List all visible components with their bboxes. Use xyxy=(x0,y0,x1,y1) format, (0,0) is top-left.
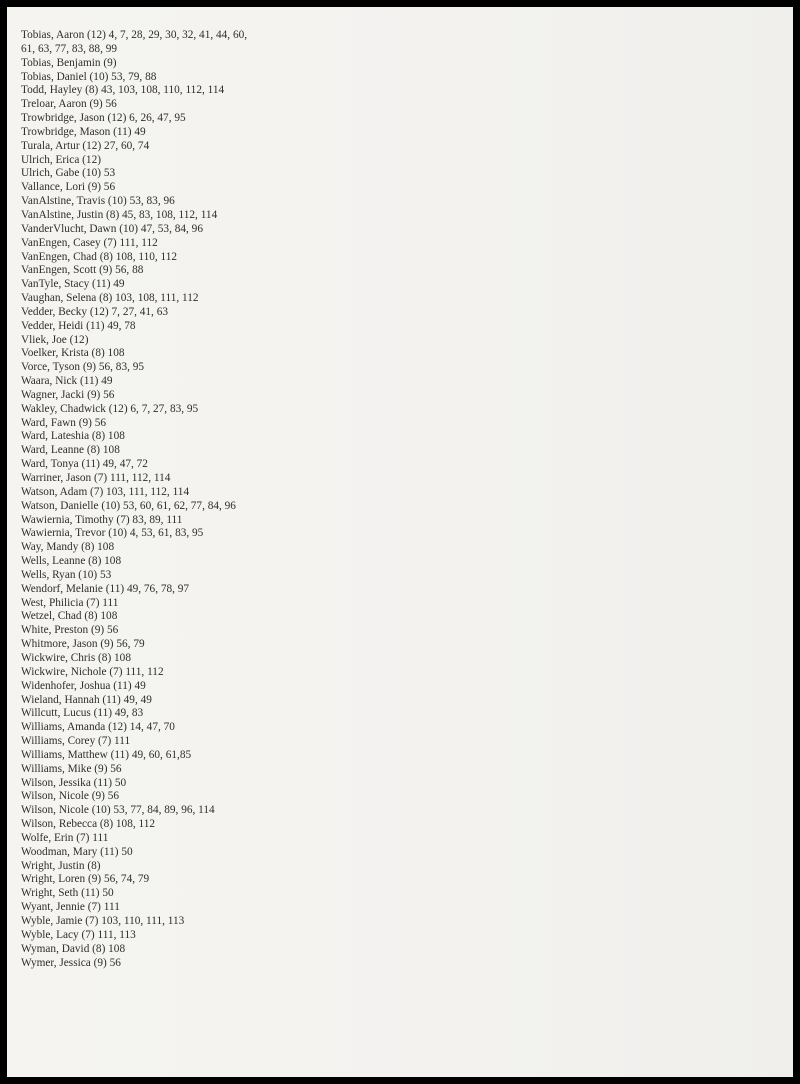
index-entry: Wells, Ryan (10) 53 xyxy=(21,568,112,581)
index-entry: VanEngen, Scott (9) 56, 88 xyxy=(21,264,144,277)
index-entry: Wawiernia, Timothy (7) 83, 89, 111 xyxy=(21,513,183,526)
index-entry: Wilson, Jessika (11) 50 xyxy=(21,776,127,789)
index-entry: Ulrich, Gabe (10) 53 xyxy=(21,167,116,180)
index-entry: Wolfe, Erin (7) 111 xyxy=(21,831,109,844)
index-entry: West, Philicia (7) 111 xyxy=(21,596,119,609)
index-entry: Wieland, Hannah (11) 49, 49 xyxy=(21,693,152,706)
index-entry: Wright, Justin (8) xyxy=(21,859,101,872)
index-entry: Wilson, Rebecca (8) 108, 112 xyxy=(21,818,156,831)
index-entry: Wyble, Jamie (7) 103, 110, 111, 113 xyxy=(21,915,185,927)
index-entry: Williams, Amanda (12) 14, 47, 70 xyxy=(21,721,175,734)
index-entry: Wright, Seth (11) 50 xyxy=(21,887,114,900)
index-entry: Tobias, Benjamin (9) xyxy=(21,56,117,69)
index-entry: Wickwire, Chris (8) 108 xyxy=(21,651,131,664)
index-entry: Wilson, Nicole (9) 56 xyxy=(21,790,120,803)
index-entry: Vallance, Lori (9) 56 xyxy=(21,181,116,194)
index-entry: Wendorf, Melanie (11) 49, 76, 78, 97 xyxy=(21,582,190,595)
index-entry: Treloar, Aaron (9) 56 xyxy=(21,98,117,111)
index-entry: Vliek, Joe (12) xyxy=(21,333,89,346)
index-entry: Watson, Adam (7) 103, 111, 112, 114 xyxy=(21,485,190,498)
index-entry: Trowbridge, Jason (12) 6, 26, 47, 95 xyxy=(21,112,186,125)
index-entry: Williams, Corey (7) 111 xyxy=(21,735,131,748)
index-entry: Voelker, Krista (8) 108 xyxy=(21,347,125,360)
index-entry: Tobias, Aaron (12) 4, 7, 28, 29, 30, 32, 41, 44, 60, 61, 63, 77, 83, 88, 99 xyxy=(21,29,248,55)
index-entry: Wagner, Jacki (9) 56 xyxy=(21,388,115,401)
index-entry: VanTyle, Stacy (11) 49 xyxy=(21,278,125,291)
index-entry: Williams, Matthew (11) 49, 60, 61,85 xyxy=(21,748,192,761)
index-entry: Vorce, Tyson (9) 56, 83, 95 xyxy=(21,361,145,374)
index-entry: Wilson, Nicole (10) 53, 77, 84, 89, 96, 114 xyxy=(21,804,215,817)
index-entry: Watson, Danielle (10) 53, 60, 61, 62, 77, 84, 96 xyxy=(21,499,236,512)
index-entry: VanEngen, Casey (7) 111, 112 xyxy=(21,236,158,249)
index-entry: Widenhofer, Joshua (11) 49 xyxy=(21,679,146,692)
index-entry: Way, Mandy (8) 108 xyxy=(21,541,115,554)
index-entry: Turala, Artur (12) 27, 60, 74 xyxy=(21,139,150,152)
index-entry: Willcutt, Lucus (11) 49, 83 xyxy=(21,707,144,720)
index-entry: Warriner, Jason (7) 111, 112, 114 xyxy=(21,472,171,484)
index-entry: Vaughan, Selena (8) 103, 108, 111, 112 xyxy=(21,292,199,305)
index-entry: VanderVlucht, Dawn (10) 47, 53, 84, 96 xyxy=(21,222,203,235)
index-entry: Vedder, Heidi (11) 49, 78 xyxy=(21,319,136,332)
index-entry: Vedder, Becky (12) 7, 27, 41, 63 xyxy=(21,305,169,318)
index-page xyxy=(7,7,793,1077)
index-entry: Wright, Loren (9) 56, 74, 79 xyxy=(21,873,150,886)
index-entry: Wymer, Jessica (9) 56 xyxy=(21,956,121,969)
index-entry: Williams, Mike (9) 56 xyxy=(21,762,122,775)
index-entry: Tobias, Daniel (10) 53, 79, 88 xyxy=(21,70,157,83)
index-entry: Ward, Tonya (11) 49, 47, 72 xyxy=(21,458,148,471)
index-entry: VanAlstine, Justin (8) 45, 83, 108, 112, 114 xyxy=(21,208,218,221)
index-entry: Wyant, Jennie (7) 111 xyxy=(21,901,120,914)
index-entry: Woodman, Mary (11) 50 xyxy=(21,845,133,858)
index-entry: Ward, Lateshia (8) 108 xyxy=(21,430,125,443)
index-entry: Ward, Leanne (8) 108 xyxy=(21,444,120,457)
index-entry: Wickwire, Nichole (7) 111, 112 xyxy=(21,665,164,678)
index-entry: Wyble, Lacy (7) 111, 113 xyxy=(21,928,136,941)
index-entry: Ulrich, Erica (12) xyxy=(21,153,101,166)
name-index-list xyxy=(21,29,341,970)
index-entry: White, Preston (9) 56 xyxy=(21,624,119,637)
index-entry: Wyman, David (8) 108 xyxy=(21,942,126,955)
index-entry: VanEngen, Chad (8) 108, 110, 112 xyxy=(21,250,178,263)
index-entry: Waara, Nick (11) 49 xyxy=(21,375,113,388)
index-entry: Whitmore, Jason (9) 56, 79 xyxy=(21,638,145,651)
index-entry: Wawiernia, Trevor (10) 4, 53, 61, 83, 95 xyxy=(21,527,204,540)
index-entry: Ward, Fawn (9) 56 xyxy=(21,416,107,429)
index-entry: Wakley, Chadwick (12) 6, 7, 27, 83, 95 xyxy=(21,402,199,415)
index-entry: Wetzel, Chad (8) 108 xyxy=(21,610,118,623)
index-entry: VanAlstine, Travis (10) 53, 83, 96 xyxy=(21,195,175,208)
index-entry: Todd, Hayley (8) 43, 103, 108, 110, 112, 114 xyxy=(21,84,225,97)
index-entry: Trowbridge, Mason (11) 49 xyxy=(21,125,146,138)
index-entry: Wells, Leanne (8) 108 xyxy=(21,555,122,568)
